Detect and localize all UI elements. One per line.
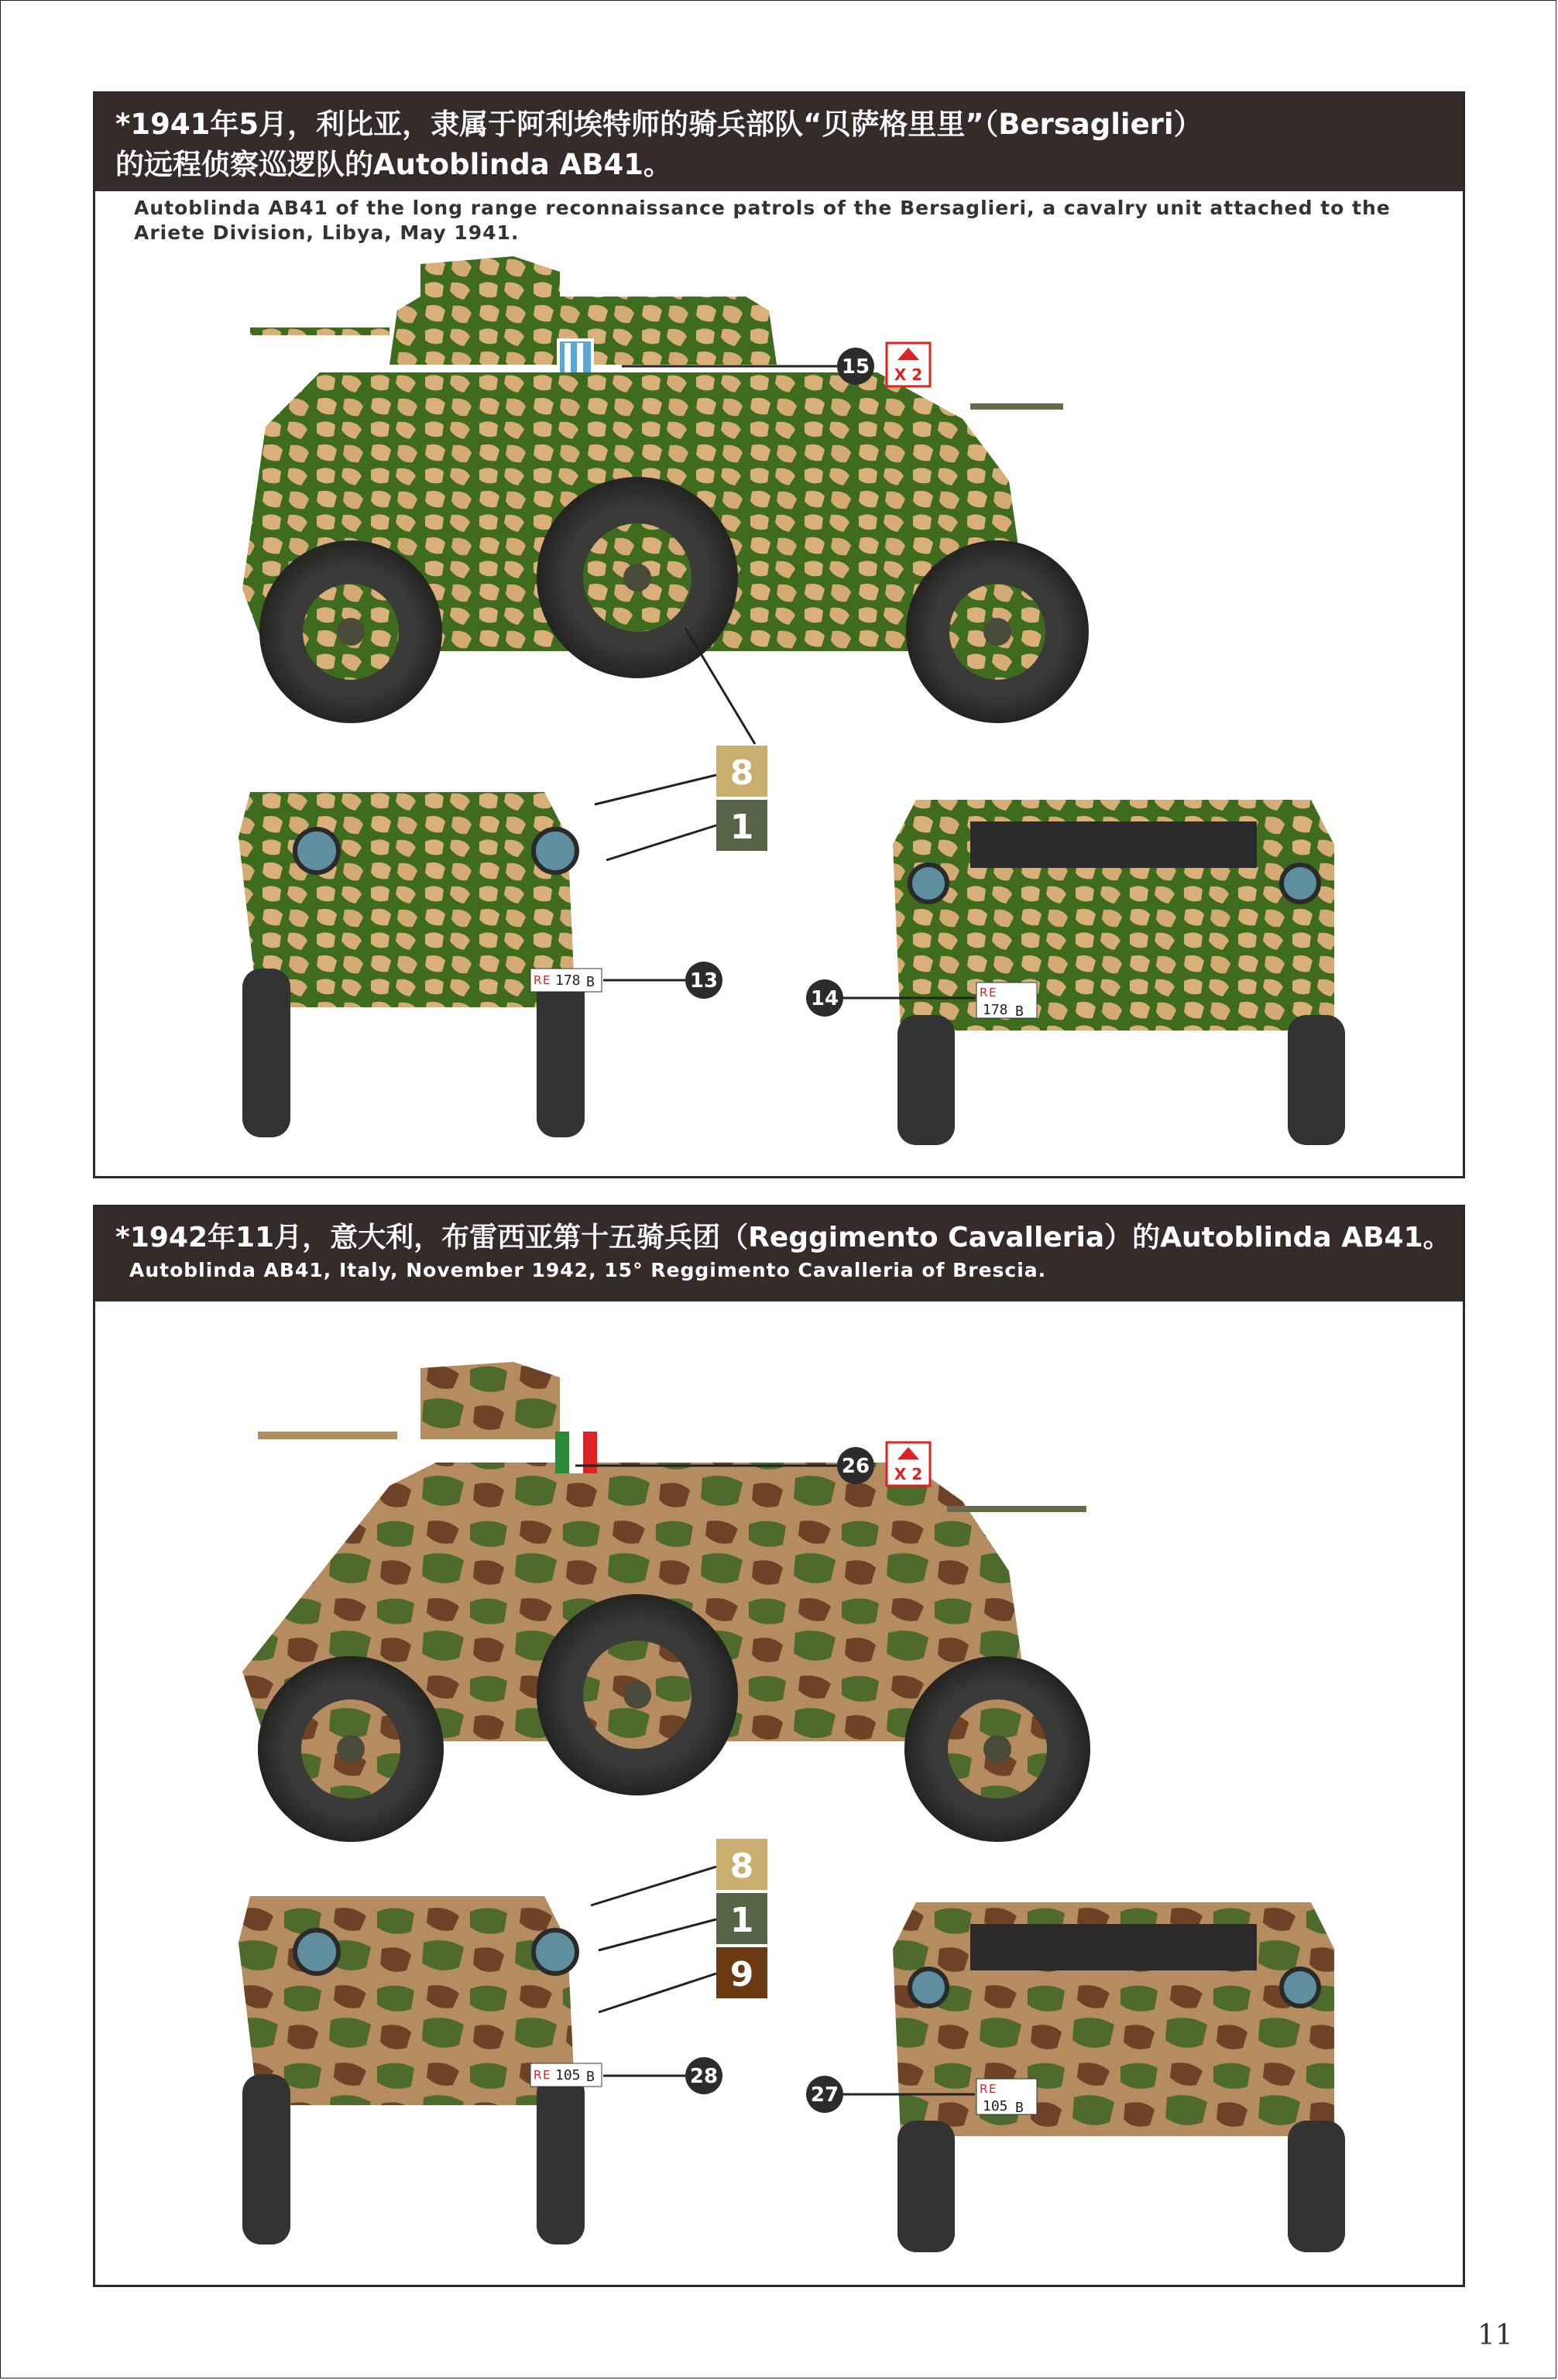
svg-text:13: 13 — [689, 969, 719, 993]
license-plate-front — [530, 2063, 602, 2087]
svg-text:15: 15 — [841, 355, 870, 379]
side-view-1941 — [242, 256, 1089, 723]
svg-text:R: R — [980, 2082, 988, 2096]
svg-text:B: B — [1015, 2100, 1024, 2116]
svg-text:B: B — [586, 2069, 595, 2085]
rear-view-1941 — [893, 800, 1345, 1145]
svg-text:B: B — [586, 974, 595, 990]
vehicle-illustrations-1941 — [95, 94, 1463, 1176]
svg-text:X 2: X 2 — [894, 1465, 923, 1483]
svg-text:105: 105 — [555, 2067, 581, 2083]
profile-caption-english: Autoblinda AB41 of the long range reconnaissance patrols of the Bersaglieri, a cavalry unit attached to the Ariete Division, Libya, May 1941. — [134, 197, 1391, 244]
svg-text:R: R — [534, 973, 542, 987]
profile-caption-english: Autoblinda AB41, Italy, November 1942, 15° Reggimento Cavalleria of Brescia. — [129, 1259, 1047, 1281]
svg-text:R: R — [980, 986, 988, 1000]
svg-text:28: 28 — [689, 2065, 719, 2088]
profile-title-chinese: *1942年11月，意大利，布雷西亚第十五骑兵团（Reggimento Cavalleria）的Autoblinda AB41。 — [115, 1222, 1451, 1253]
svg-text:178: 178 — [555, 972, 581, 989]
svg-text:14: 14 — [810, 987, 839, 1010]
front-view-1941 — [239, 792, 602, 1137]
profile-panel-1942 — [93, 1205, 1465, 2287]
gun-barrel — [250, 328, 390, 335]
svg-text:E: E — [989, 2082, 997, 2096]
svg-text:1: 1 — [729, 1901, 754, 1940]
svg-text:27: 27 — [810, 2083, 839, 2107]
license-plate-front — [530, 969, 602, 992]
svg-text:9: 9 — [729, 1955, 754, 1994]
svg-text:8: 8 — [729, 753, 754, 793]
front-view-1942 — [239, 1896, 602, 2245]
side-view-1942 — [242, 1362, 1090, 1842]
rear-view-1942 — [893, 1902, 1345, 2252]
italian-flag-insignia — [555, 1432, 597, 1473]
svg-text:B: B — [1015, 1003, 1024, 1020]
paint-swatches-1942 — [591, 1839, 767, 2012]
vehicle-illustrations-1942 — [95, 1207, 1463, 2285]
svg-text:178: 178 — [983, 1002, 1008, 1018]
license-plate-rear — [976, 2079, 1037, 2116]
profile-title-chinese: *1941年5月，利比亚，隶属于阿利埃特师的骑兵部队“贝萨格里里”（Bersaglieri） 的远程侦察巡逻队的Autoblinda AB41。 — [115, 108, 1203, 181]
svg-text:8: 8 — [729, 1847, 754, 1886]
svg-text:105: 105 — [983, 2098, 1008, 2114]
profile-panel-1941 — [93, 91, 1465, 1178]
license-plate-rear — [976, 983, 1037, 1020]
svg-text:R: R — [534, 2068, 542, 2082]
page-number: 11 — [1477, 2320, 1513, 2351]
svg-text:26: 26 — [841, 1455, 870, 1478]
svg-text:X 2: X 2 — [894, 365, 923, 384]
svg-text:1: 1 — [729, 808, 754, 847]
svg-text:E: E — [989, 986, 997, 1000]
svg-text:E: E — [543, 2068, 551, 2082]
decal-callout-13 — [603, 962, 722, 999]
decal-callout-28 — [603, 2057, 722, 2094]
svg-text:E: E — [543, 973, 551, 987]
